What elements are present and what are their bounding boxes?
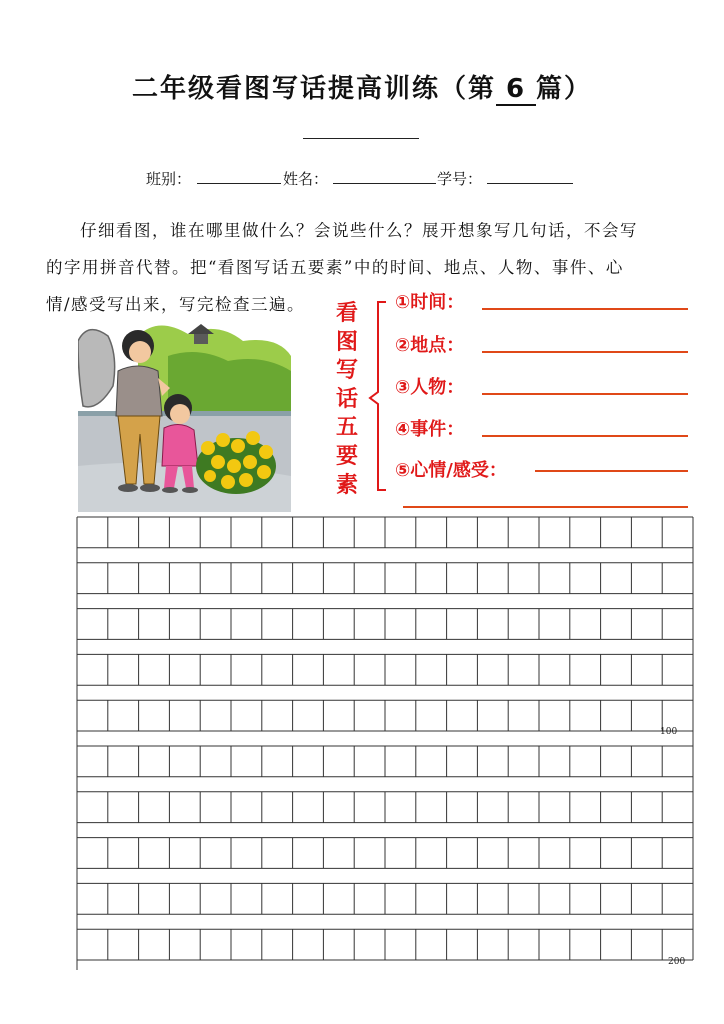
element-event: ④事件：	[395, 419, 465, 440]
class-label: 班别：	[146, 170, 192, 188]
grid-row[interactable]	[77, 746, 693, 777]
class-field[interactable]	[197, 183, 281, 184]
grid-row[interactable]	[77, 929, 693, 960]
count-marker-100: 100	[660, 727, 678, 737]
scene-illustration	[78, 316, 291, 512]
instruction-line-1: 仔细看图，谁在哪里做什么？会说些什么？展开想象写几句话，不会写	[80, 221, 638, 240]
brace-icon	[368, 300, 390, 496]
element-place: ②地点：	[395, 335, 465, 356]
element-feeling: ⑤心情/感受：	[395, 460, 507, 481]
element-event-line[interactable]	[482, 435, 688, 437]
element-people-line[interactable]	[482, 393, 688, 395]
elements-title-char: 看	[335, 301, 358, 326]
title-rule	[303, 138, 419, 139]
grid-row[interactable]	[77, 700, 693, 731]
lesson-number: 6	[496, 74, 536, 106]
instruction-line-2: 的字用拼音代替。把“看图写话五要素”中的时间、地点、人物、事件、心	[46, 258, 624, 277]
grid-row[interactable]	[77, 838, 693, 869]
page-title	[0, 68, 724, 106]
elements-title-char: 要	[335, 443, 358, 469]
elements-title-char: 素	[335, 472, 358, 498]
elements-title	[333, 300, 361, 500]
id-label: 学号：	[437, 170, 483, 188]
writing-grid[interactable]	[76, 516, 696, 970]
elements-title-char: 话	[335, 386, 358, 412]
element-extra-line[interactable]	[403, 506, 688, 508]
grid-row[interactable]	[77, 883, 693, 914]
title-prefix: 二年级看图写话提高训练（第	[131, 74, 496, 104]
title-suffix: 篇）	[536, 74, 593, 104]
element-time: ①时间：	[395, 292, 465, 313]
grid-row[interactable]	[77, 609, 693, 640]
elements-title-char: 图	[335, 329, 358, 355]
name-label: 姓名：	[283, 170, 329, 188]
element-time-line[interactable]	[482, 308, 688, 310]
element-people: ③人物：	[395, 377, 465, 398]
id-field[interactable]	[487, 183, 573, 184]
name-field[interactable]	[333, 183, 436, 184]
count-marker-200: 200	[668, 957, 686, 967]
element-place-line[interactable]	[482, 351, 688, 353]
grid-row[interactable]	[77, 517, 693, 548]
grid-row[interactable]	[77, 563, 693, 594]
grid-row[interactable]	[77, 792, 693, 823]
instruction-line-3: 情/感受写出来，写完检查三遍。	[46, 295, 306, 314]
grid-row[interactable]	[77, 654, 693, 685]
elements-title-char: 写	[335, 358, 358, 384]
elements-title-char: 五	[335, 415, 358, 441]
element-feeling-line[interactable]	[535, 470, 688, 472]
